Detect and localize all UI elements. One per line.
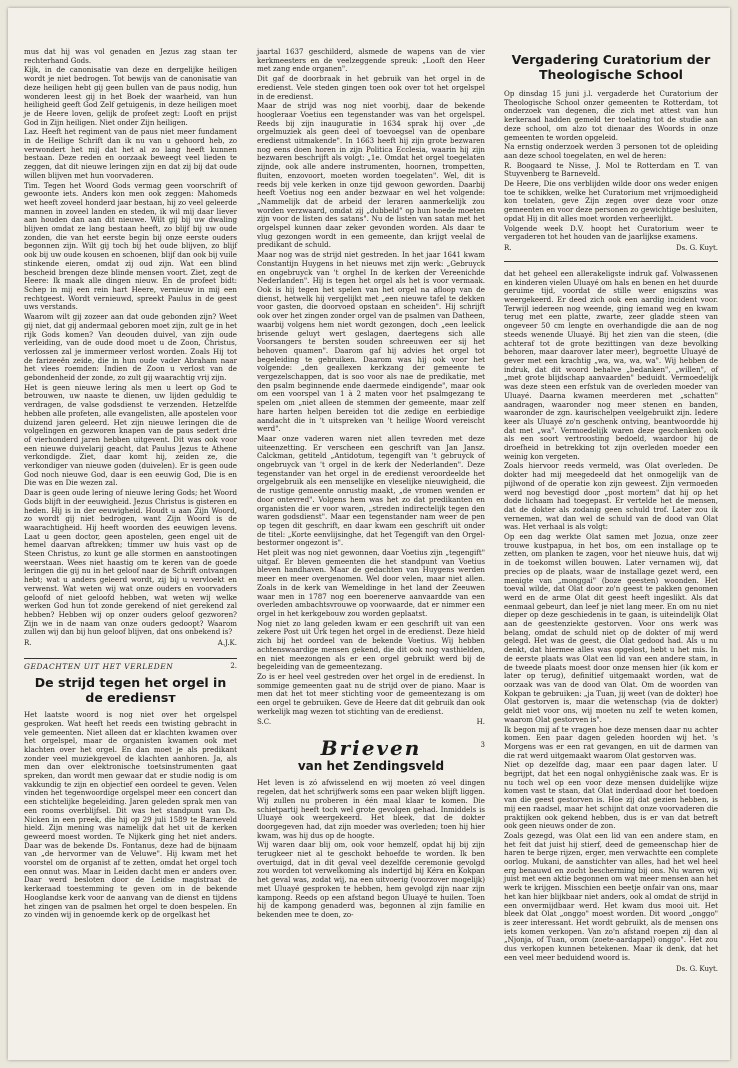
paragraph: Daar is geen oude lering of nieuwe lering Gods; het Woord Gods blijft in der eeuwigheid. Jezus Christus is gisteren en heden. Hij is in der eeuwigheid. Houdt u aan Zijn Woord, zo wordt gij niet bedrogen, want Zijn Woord is de waarachtigheid. Hij heeft woorden des eeuwigen levens. Laat u geen doctor, geen apostelen, geen engel uit de hemel daarvan aftrekken; timmer uw huis vast op de Steen Christus, zo kunt ge alle stormen en aanstootingen weerstaan. Wees niet haastig om te keren van de goede leringen die gij nu in het geloof naar de Schrift ontvangen hebt; wat u anders geleerd wordt, zij bij u vervloekt en verwenst. Wat weten wij wat onze ouders en voorvaders geloofd of niet geloofd hebben, wat weten wij welke werken God hun tot zonde gerekend of niet gerekend zal hebben? Hebben wij op onzer ouders geloof gezworen? Zijn we in de naam van onze ouders gedoopt? Waarom zullen wij dan bij hun geloof blijven, dat ons onbekend is? bbox=[24, 488, 237, 637]
divider bbox=[504, 261, 718, 262]
section-rubric bbox=[24, 658, 237, 671]
paragraph: R. Boogaard te Nisse, J. Mol te Rotterdam en T. van Stuyvenberg te Barneveld. bbox=[504, 160, 718, 179]
paragraph: Niet op dezelfde dag, maar een paar dagen later. U begrijpt, dat het een nogal onhygiënische zaak was. Er is nu toch wel op een voor deze mensen duidelijke wijze komen vast te staan, dat Olat inderdaad door het toedoen van die geest gestorven is. Hoe zij dat gezien hebben, is mij een raadsel, maar het schijnt dat onze voorvaderen die praktijken ook gekend hebben, dus is er van dat betreft ook geen nieuws onder de zon. bbox=[504, 760, 718, 831]
paragraph: Zo is er heel veel gestreden over het orgel in de eredienst. In sommige gemeenten gaat nu de strijd over de piano. Maar is men dat het tot meer stichting voor de gemeentezang is om een orgel te gebruiken. Geve de Heere dat dit gebruik dan ook werkelijk mag wezen tot stichting van de eredienst. bbox=[257, 671, 485, 716]
article-signature bbox=[504, 965, 718, 974]
paragraph: Maar onze vaderen waren niet allen tevreden met deze uiteenzetting. Er verscheen een geschrift van Jan Jansz. Calckman, getiteld „Antidotum, tegengift van 't gebruyck of ongebruyck van 't orgel in de kerk der Nederlanden". Deze tegenstander van het orgel in de eredienst veroordeelde het orgelgebruik als een menselijke en vleselijke nieuwigheid, die de rustige gemeente onrustig maakt, „de vromen wenden er door ontevred". Volgens hem was het zo dat predikanten en organisten die er voor waren, „streden indirectelijk tegen den waren godsdienst". Maar een tegenstander nam weer de pen op tegen dit geschrift, en daar kwam een geschrift uit onder de titel: „Korte eenvlijsinghe, dat het Tegengift van den Orgel-bestormer ongezont is". bbox=[257, 433, 485, 548]
column-2 bbox=[257, 48, 485, 921]
paragraph: Maar de strijd was nog niet voorbij, daar de bekende hoogleraar Voetius een tegenstander was van het orgelspel. Reeds bij zijn inauguratie in 1634 sprak hij over „de orgelmuziek als geen deel of toevoegsel van de openbare eredienst uitmakende". In 1663 heeft hij zijn grote bezwaren nog eens doen horen in zijn Politica Ecclesia, waarin hij zijn bezwaren beschrijft als volgt: „1e. Omdat het orgel toegelaten zijnde, ook alle andere instrumenten, hoornen, trompetten, fluiten, enzovoort, moeten worden toegelaten". Wel, dit is reeds bij vele kerken in onze tijd gewoon geworden. Daarbij heeft Voetius nog een ander bezwaar en wel het volgende: „Nammelijk dat de arbeid der leraren aanmerkelijk zou worden verzwaard, omdat zij „dubbeld" op hun hoede moeten zijn voor de listen des satans". Nu de listen van satan met het orgelspel kunnen daar zeker gevonden worden. Als daar te vlug gezongen wordt in een gemeente, dan krijgt veelal de predikant de schuld. bbox=[257, 101, 485, 250]
paragraph: Ik begon mij af te vragen hoe deze mensen daar nu achter komen. Een paar dagen geleden hoorden wij het. 's Morgens was er een rat gevangen, en uit de darmen van die rat werd uitgemaakt waarom Olat gestorven was. bbox=[504, 724, 718, 760]
signature-left: S.C. bbox=[257, 718, 272, 727]
paragraph: Zoals hiervoor reeds vermeld, was Olat overleden. De dokter had mij meegedeeld dat het onmogelijk van de pijlwond of de operatie kon zijn geweest. Zijn vermoeden werd nog bevestigd door „post mortem" dat hij op het dode lichaam had toegepast. Er vertelde het de mensen, dat de dokter als zodanig geen schuld trof. Later zou ik vernemen, wat dan wel de schuld van de dood van Olat was. Het verhaal is als volgt: bbox=[504, 461, 718, 532]
rubric-number: 2. bbox=[230, 662, 237, 671]
dialogue-article bbox=[24, 48, 237, 648]
paragraph: Het laatste woord is nog niet over het orgelspel gesproken. Wat heeft het reeds een twisting gebracht in vele gemeenten. Niet alleen dat er klachten kwamen over het orgelspel, maar de organisten kwamen ook met klachten over het orgel. En dan moet je als predikant zonder veel muziekgevoel de klachten aanhoren. Ja, als men dan over elektronische toetsinstrumenten gaat spreken, dan wordt men gewaar dat er studie nodig is om vakkundig te zijn en objectief een oordeel te geven. Velen vinden het tegenwoordige orgelspel meer een concert dan een stichtelijke begeleiding. Jaren geleden sprak men van een rooms overblijfsel. Dit was het standpunt van Ds. Nicken in een preek, die hij op 29 juli 1589 te Barneveld hield. Zijn mening was namelijk dat het uit de kerken geweerd moest worden. Te Nijkerk ging het niet anders. Daar was de bekende Ds. Fontanus, deze had de bijnaam van „de hervormer van de Veluwe". Hij kwam met het voorstel om de organist af te zetten, omdat het orgel toch een onnut was. Maar in Leiden dacht men er anders over. Daar werd besloten door de Leidse magistraat de kerkeraad toestemming te geven om in de bekende Hooglandse kerk voor de aanvang van de dienst en tijdens het zingen van de psalmen het orgel te doen bespelen. En zo vinden wij in genoemde kerk op de orgelkast het bbox=[24, 710, 237, 920]
paragraph: Tim. Tegen het Woord Gods vermag geen voorschrift of gewoonte iets. Anders kon men ook zeggen: Mahomeds wet heeft zoveel honderd jaar bestaan, hij zo veel geleerde mannen in zoveel landen en steden, ik wil mij daar liever aan houden dan aan dit nieuwe. Wilt gij bij uw dwaling blijven omdat ze lang bestaan heeft, zo blijf bij uw oude zonden, die van het eerste begin bij onze eerste ouders begonnen zijn. Wilt gij toch bij het oude blijven, zo blijf ook bij uw oude kousen en schoenen, blijf dan ook bij vuile stinkende eieren, omdat zij oud zijn. Wat een blind bescheid brengen deze blinde mensen voort. Ziet, zegt de Heere: Ik maak alle dingen nieuw. En de profeet bidt: Schep in mij een rein hart Heere, vernieuw in mij een rechtgeest. Wordt vernieuwd, spreekt Paulus in de geest uws verstands. bbox=[24, 180, 237, 312]
paragraph: Laz. Heeft het regiment van de paus niet meer fundament in de Heilige Schrift dan ik nu van u gehoord heb, zo verwondert het mij dat het al zo lang heeft kunnen bestaan. Deze reden en oorzaak beweegt veel lieden te zeggen, dat dit nieuwe leringen zijn en dat zij bij dat oude willen blijven met hun voorvaderen. bbox=[24, 127, 237, 180]
paragraph: Het is geen nieuwe lering als men u leert op God te betrouwen, uw naaste te dienen, uw lijden geduldig te verdragen, de valse godsdienst te verzenden. Hetzelfde hebben alle profeten, alle evangelisten, alle apostelen voor duizend jaren geleerd. Het zijn nieuwe leringen die de volgelingen en gezworen knapen van de paus sedert drie of vierhonderd jaren hebben uitgevent. Dit was ook voor een nieuwe duivelarij geacht, dat Paulus Jezus te Athene verkondigde. Ziet, daar komt hij, zeiden ze, die verkondiger van nieuwe goden (duivelen). Er is geen oude God noch nieuwe God, daar is een eeuwig God, Die is en Die was en Die wezen zal. bbox=[24, 382, 237, 488]
brieven-subtitle: van het Zendingsveld bbox=[297, 759, 445, 774]
paragraph: mus dat hij was vol genaden en Jezus zag staan ter rechterhand Gods. bbox=[24, 47, 237, 65]
paragraph: Het pleit was nog niet gewonnen, daar Voetius zijn „tegengift" uitgaf. Er bleven gemeenten die het standpunt van Voetius bleven handhaven. Maar de gedachten van Huygens werden meer en meer overgenomen. Wel door velen, maar niet allen. Zoals in de kerk van Wemeldinge in het land der Zeeuwen waar men in 1787 nog een boerenerve aanvaardde van een overleden ambachtsvrouwe op voorwaarde, dat er nimmer een orgel in het kerkgebouw zou worden geplaatst. bbox=[257, 548, 485, 618]
paragraph: Op dinsdag 15 juni j.l. vergaderde het Curatorium der Theologische School onzer gemeenten te Rotterdam, tot onderzoek van degenen, die zich met attest van hun kerkeraad hadden gemeld ter toelating tot de studie aan deze school, om alzo tot dienaar des Woords in onze gemeenten te worden opgeleid. bbox=[504, 89, 718, 142]
rubric-label: GEDACHTEN UIT HET VERLEDEN bbox=[24, 662, 174, 672]
paragraph: Nog niet zo lang geleden kwam er een geschrift uit van een zekere Post uit Urk tegen het orgel in de eredienst. Deze hield zich bij het oordeel van de bekende Voetius. Wij hebben achtenswaardige mensen gekend, die dit ook nog vasthielden, en niet meezongen als er een orgel gebruikt werd bij de begeleiding van de gemeentezang. bbox=[257, 618, 485, 672]
paragraph: Na ernstig onderzoek werden 3 personen tot de opleiding aan deze school toegelaten, en wel de heren: bbox=[504, 142, 718, 160]
signature-left: R. bbox=[504, 243, 512, 252]
brieven-number: 3 bbox=[480, 741, 485, 750]
column-3 bbox=[504, 48, 718, 982]
paragraph: dat het geheel een allerakeligste indruk gaf. Volwassenen en kinderen vielen Uluayé om hals en benen en het duurde geruime tijd, voordat de stille weer enigszins was weergekeerd. Er deed zich ook een aardig incident voor. Terwijl iedereen nog weende, ging iemand weg en kwam terug met een platte, zwarte, zeer gladde steen van ongeveer 50 cm lengte en overhandigde die aan de nog steeds wenende Uluayé. Bij het zien van die steen, (die achteraf tot de grote bezittingen van deze bevolking behoren, maar daarover later meer), begroette Uluayé de gever met een krachtig „wa, wa, wa, wa". Wij hebben de indruk, dat dit woord behalve „bedanken", „willen", of „met grote blijdschap aanvaarden" beduidt. Vermoedelijk was deze steen een erfstuk van de overleden moeder van Uluayé. Daarna kwamen meerderen met „schatten" aandragen, waaronder nog meer stenen en banden, waaronder de zgn. kaurischelpen veelgebruikt zijn. Iedere keer als Uluayé zo'n geschenk ontving, beantwoordde hij dat met „wa". Vermoedelijk waren deze geschenken ook als een soort vertroosting bedoeld, waardoor hij de droefheid in betrekking tot zijn overleden moeder een weinig kon vergeten. bbox=[504, 268, 718, 461]
paragraph: De Heere, Die ons verblijden wilde door ons weder enigen toe te schikken, welke het Curatorium met vrijmoedigheid kon toelaten, geve Zijn zegen over deze voor onze gemeenten en voor deze personen zo gewichtige besluiten, opdat Hij in dit alles moet worden verheerlijkt. bbox=[504, 179, 718, 223]
signature-right: Ds. G. Kuyt. bbox=[675, 243, 718, 252]
paragraph: jaartal 1637 geschilderd, alsmede de wapens van de vier kerkmeesters en de veelzeggende spreuk: „Looft den Heer met zang ende organen". bbox=[257, 47, 485, 74]
article-title: De strijd tegen het orgel in de erediensт bbox=[34, 675, 227, 706]
paragraph: Wij waren daar blij om, ook voor hemzelf, opdat hij bij zijn terugkeer niet al te geschokt behoefde te worden. Ik ben overtuigd, dat in dit geval veel dezelfde ceremonie gevolgd zou worden tot verwelkoming als indertijd bij Kéra en Kokpan het geval was, zodat wij, na een uitvoerig (voorzover mogelijk) met Uluayé gesproken te hebben, hem gevolgd zijn naar zijn kampong. Reeds op een afstand begon Uluayé te huilen. Toen hij de kampong genaderd was, begonnen al zijn familie en bekenden mee te doen, zo- bbox=[257, 840, 485, 919]
curatorium-title: Vergadering Curatorium der Theologische School bbox=[511, 52, 711, 82]
paragraph: Maar nog was de strijd niet gestreden. In het jaar 1641 kwam Constantijn Huygens in het nieuws met zijn werk: „Gebruyck en ongebruyck van 't orghel In de kerken der Vereenichde Nederlanden". Hij is tegen het orgel als het is voor vermaak. Ook is hij tegen het spelen van het orgel na afloop van de dienst, hetwelk hij vergelijkt met „een nieuwe tafel te dekken voor gasten, die doorvoed opstaan en scheiden". Hij schrijft ook over het zingen zonder orgel van de psalmen van Datheen, waarbij volgens hem niet wordt gezongen, doch „een leelick brisende geluyt wert geslagen, daertegens sich alle Voorsangers te bersten souden schreeuwen eer sij het behoven quamen". Daarom gaf hij advies het orgel tot begeleiding te gebruiken. Daarom was hij ook voor het volgende: „den geallexen kerkzang der gemeente te vergezelschappen, dat is soo voor als nae de predikatie, met den psalm beginnende ende daermede eindigende", maar ook om een voorspel van 1 à 2 maten voor het psalmgezang te spelen om „niet alleen de stemmen der gemeente, maar zelf hare harten helpen bereiden tot die zedige en eerbiedige aandacht die in 't uitspreken van 't heilige Woord vereischt werd". bbox=[257, 250, 485, 434]
paragraph: Volgende week D.V. hoopt het Curatorium weer te vergaderen tot het houden van de jaarlijkse examens. bbox=[504, 223, 718, 242]
signature-left: R. bbox=[24, 639, 32, 648]
paragraph: Op een dag werkte Olat samen met Jozua, onze zeer trouwe kustpapua, in het bos, om een installage op te zetten, om planken te zagen, voor het nieuwe huis, dat wij in de toekomst willen bouwen. Later vernamen wij, dat precies op de plaats, waar de installage gezet werd, een menigte van „monggai" (boze geesten) woonden. Het toeval wilde, dat Olat door zo'n geest te pakken genomen werd en de arme Olat dit geest heeft ingeslikt. Als dat eenmaal gebeurt, dan leef je niet lang meer. En om nu niet dieper op deze geschiedenis in te gaan, is uiteindelijk Olat aan de geestenziekte gestorven. Voor ons werk was belang, omdat de schuld niet op de dokter of mij werd gelegd. Het was de geest, die Olat gedood had. Als u nu denkt, dat hiermee alles was opgelost, hebt u het mis. In de eerste plaats was Olat een lid van een andere stam, in de tweede plaats moest door onze mensen hier (ik kom er later op terug), definitief uitgemaakt worden, wat de oorzaak was van de dood van Olat. Om de woorden van Kokpan te gebruiken: „ja Tuan, jij weet (van de dokter) hoe Olat gestorven is, maar die wetenschap (via de dokter) geldt niet voor ons, wij moeten nu zelf te weten komen, waarom Olat gestorven is". bbox=[504, 532, 718, 724]
paragraph: Dit gaf de doorbraak in het gebruik van het orgel in de eredienst. Vele steden gingen toen ook over tot het orgelspel in de eredienst. bbox=[257, 74, 485, 101]
paragraph: Kijk, in de canonisatie van deze en dergelijke heiligen wordt je niet bedrogen. Tot bewijs van de canonisatie van deze heiligen hebt gij geen bullen van de paus nodig, hun wonderen leest gij in het Boek der waarheid, van hun heiligheid geeft God Zelf getuigenis, in deze heiligen moet je de Heere loven, gelijk de profeet zegt: Looft en prijst God in Zijn heiligen. Niet onder Zijn heiligen. bbox=[24, 65, 237, 127]
column-1 bbox=[24, 48, 237, 921]
paragraph: Het leven is zó afwisselend en wij moeten zó veel dingen regelen, dat het schrijfwerk soms een paar weken blijft liggen. Wij zullen nu proberen in één maal klaar te komen. Die schietpartij heeft toch wel grote gevolgen gehad. Inmiddels is Uluayé ook weergekeerd. Het bleek, dat de dokter doorgegeven had, dat zijn moeder was overleden; toen hij hier kwam, was hij dus op de hoogte. bbox=[257, 778, 485, 840]
signature-right: H. bbox=[476, 718, 485, 727]
article-signature bbox=[24, 639, 237, 648]
brieven-heading bbox=[257, 737, 485, 773]
signature-author: Ds. G. Kuyt. bbox=[675, 964, 718, 973]
newspaper-page bbox=[8, 8, 730, 1060]
brieven-title: Brieven bbox=[320, 736, 422, 761]
paragraph: Zoals gezegd, was Olat een lid van een andere stam, en het feit dat juist hij stierf, deed de gemeenschap hier de haren te berge rijzen, erger, men verwachtte een complete oorlog. Mukani, de aanstichter van alles, had het wel heel erg benauwd en zocht bescherming bij ons. Nu waren wij juist met een aktie begonnen om wat meer mensen aan het werk te krijgen. Misschien een beetje onfair van ons, maar het kan hier blijkbaar niet anders, ook al omdat de strijd in een onvermijdbaar werd. Het kwam dus mooi uit. Het bleek dat Olat „onggo" moest worden. Dit woord „onggo" is zeer interessant. Het wordt gebruikt, als de mensen ons iets komen verkopen. Van zo'n afstand roepen zij dan al „Njonja, of Tuan, orom (zoete-aardappel) onggo". Het zou dus verkopen kunnen betekenen. Maar ik denk, dat het een veel meer beduidend woord is. bbox=[504, 830, 718, 962]
signature-right: A.J.K. bbox=[217, 639, 237, 648]
article-signature bbox=[257, 718, 485, 727]
paragraph: Waarom wilt gij zozeer aan dat oude gebonden zijn? Weet gij niet, dat gij andermaal geboren moet zijn, zult ge in het rijk Gods komen? Van deouden duivel, van zijn oude verleiding, van de oude dood moet u de Zoon, Christus, verlossen zal je immermeer verlost worden. Zoals Hij tot de farizeeën zeide, die in hun oude vader Abraham naar het vlees roemden: Indien de Zoon u verlost van de gebondenheid der zonde, zo zult gij waarachtig vrij zijn. bbox=[24, 312, 237, 383]
article-signature bbox=[504, 244, 718, 253]
